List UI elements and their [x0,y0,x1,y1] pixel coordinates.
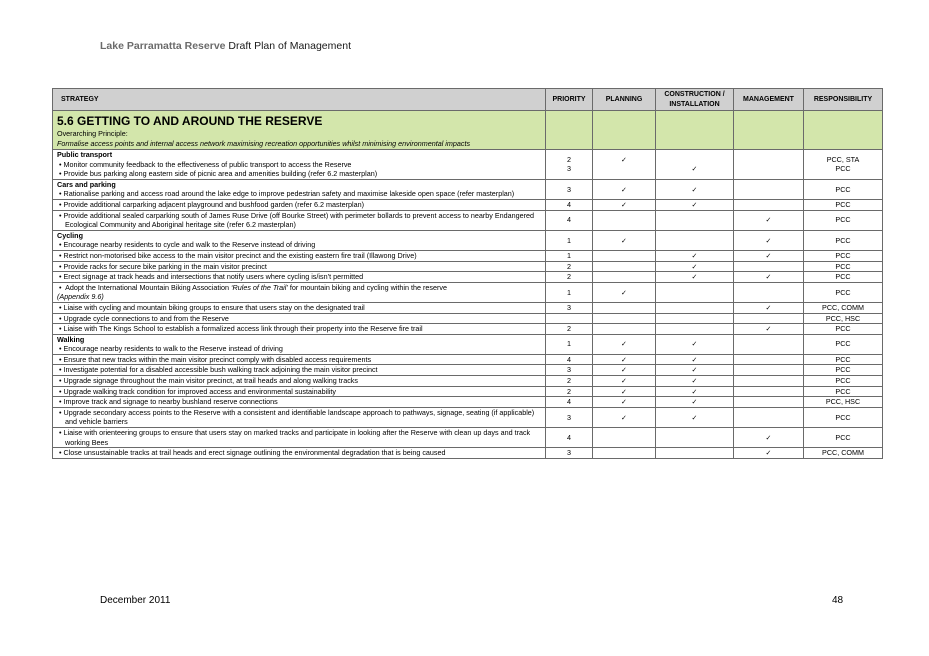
strategy-text: • Encourage nearby residents to cycle and walk to the Reserve instead of driving [57,240,541,250]
table-row [53,313,883,324]
strategy-text [57,283,541,293]
planning-check-icon [593,448,656,459]
appendix-ref: (Appendix 9.6) [57,292,104,302]
management-check-icon [734,354,804,365]
construction-check-icon: ✓ [656,261,734,272]
table-row [53,272,883,283]
col-construction: CONSTRUCTION / INSTALLATION [656,89,734,111]
table-row [53,302,883,313]
table-row [53,150,883,180]
responsibility-value: PCC [804,210,883,230]
management-check-icon [734,261,804,272]
strategy-text: • Upgrade cycle connections to and from the Reserve [57,314,541,324]
table-row [53,448,883,459]
group-title: Cars and parking [57,179,116,189]
planning-check-icon: ✓ [593,354,656,365]
strategy-text: • Provide additional carparking adjacent playground and bushfood garden (refer 6.2 masterplan) [57,200,541,210]
strategy-text: • Upgrade secondary access points to the Reserve with a consistent and identifiable landscape approach to pathways, signage, seating (if applicable) and vehicle barriers [57,408,541,427]
responsibility-value: PCC, COMM [804,302,883,313]
construction-check-icon: ✓ [656,386,734,397]
priority-value: 2 [546,261,593,272]
responsibility-value: PCC [804,179,883,199]
strategy-text: • Restrict non-motorised bike access to the main visitor precinct and the existing eastern fire trail (Illawong Drive) [57,251,541,261]
planning-check-icon [593,302,656,313]
page-number: 48 [832,595,844,606]
construction-check-icon [656,313,734,324]
table-row [53,261,883,272]
priority-value: 3 [567,164,571,174]
responsibility-value: PCC [804,365,883,376]
strategy-text: • Investigate potential for a disabled accessible bush walking track adjoining the main visitor precinct [57,365,541,375]
priority-value: 1 [546,282,593,302]
priority-value: 1 [546,334,593,354]
construction-check-icon: ✓ [656,376,734,387]
section-title: 5.6 GETTING TO AND AROUND THE RESERVE [57,114,323,128]
priority-value: 3 [546,407,593,427]
table-row [53,376,883,387]
responsibility-value: PCC [804,407,883,427]
management-check-icon: ✓ [734,210,804,230]
col-planning: PLANNING [593,89,656,111]
group-title: Walking [57,334,85,344]
header-title-bold: Lake Parramatta Reserve [100,40,226,52]
construction-check-icon: ✓ [656,179,734,199]
planning-check-icon: ✓ [593,179,656,199]
responsibility-value: PCC [804,199,883,210]
responsibility-value: PCC [804,230,883,250]
table-row [53,334,883,354]
responsibility-value: PCC, STA [826,154,860,164]
planning-check-icon: ✓ [593,334,656,354]
table-row [53,397,883,408]
construction-check-icon: ✓ [656,354,734,365]
strategy-table [52,88,883,459]
construction-check-icon: ✓ [656,199,734,210]
responsibility-value: PCC, HSC [804,313,883,324]
strategy-text: • Liaise with The Kings School to establish a formalized access link through their property into the Reserve fire trail [57,324,541,334]
planning-check-icon: ✓ [593,365,656,376]
management-check-icon: ✓ [734,272,804,283]
col-management: MANAGEMENT [734,89,804,111]
construction-check-icon [656,448,734,459]
priority-value: 3 [546,365,593,376]
header-title-rest: Draft Plan of Management [225,40,351,52]
strategy-text: • Rationalise parking and access road around the lake edge to improve pedestrian safety and maximise lakeside open space (refer masterplan) [57,189,541,199]
strategy-text: • Monitor community feedback to the effectiveness of public transport to access the Reserve [57,160,541,170]
management-check-icon [734,282,804,302]
planning-check-icon: ✓ [593,397,656,408]
table-header-row [53,89,883,111]
col-strategy: STRATEGY [53,89,546,111]
priority-value: 3 [546,448,593,459]
strategy-text-part: Adopt the International Mountain Biking Association [63,282,231,292]
responsibility-value: PCC [804,354,883,365]
strategy-text: • Upgrade walking track condition for improved access and environmental sustainability [57,387,541,397]
document-header [100,40,351,52]
construction-check-icon: ✓ [656,272,734,283]
table-row [53,210,883,230]
table-row [53,199,883,210]
strategy-text: • Improve track and signage to nearby bushland reserve connections [57,397,541,407]
management-check-icon [734,199,804,210]
responsibility-value: PCC [804,282,883,302]
table-row [53,230,883,250]
principle-text: Formalise access points and internal access network maximising recreation opportunities whilst minimising environmental impacts [57,138,471,148]
strategy-text: • Erect signage at track heads and intersections that notify users where cycling is/isn’t permitted [57,272,541,282]
planning-check-icon [593,324,656,335]
table-row [53,354,883,365]
priority-value: 4 [546,210,593,230]
priority-value: 1 [546,250,593,261]
responsibility-value: PCC [804,261,883,272]
management-check-icon: ✓ [734,230,804,250]
responsibility-value: PCC [804,428,883,448]
footer-date: December 2011 [100,595,171,606]
management-check-icon [734,179,804,199]
responsibility-value: PCC [804,334,883,354]
planning-check-icon: ✓ [593,230,656,250]
responsibility-value: PCC [804,272,883,283]
table-row [53,250,883,261]
planning-check-icon [593,313,656,324]
management-check-icon [734,397,804,408]
planning-check-icon: ✓ [593,407,656,427]
strategy-text-part: for mountain biking and cycling within the reserve [287,282,447,292]
construction-check-icon [656,210,734,230]
construction-check-icon: ✓ [656,334,734,354]
table-row [53,282,883,302]
planning-check-icon: ✓ [593,282,656,302]
construction-check-icon [656,302,734,313]
planning-check-icon: ✓ [593,386,656,397]
management-check-icon [734,376,804,387]
construction-check-icon [656,282,734,302]
management-check-icon [734,334,804,354]
planning-check-icon [593,261,656,272]
construction-check-icon [656,324,734,335]
responsibility-value: PCC [804,324,883,335]
planning-check-icon: ✓ [593,199,656,210]
col-priority: PRIORITY [546,89,593,111]
section-cell [53,111,546,150]
strategy-text-italic: ‘Rules of the Trail’ [230,282,288,292]
strategy-text: • Liaise with cycling and mountain biking groups to ensure that users stay on the designated trail [57,303,541,313]
priority-value: 2 [546,386,593,397]
table-row [53,407,883,427]
responsibility-value: PCC, COMM [804,448,883,459]
planning-check-icon: ✓ [620,154,628,164]
table-row [53,179,883,199]
priority-value [546,313,593,324]
table-row [53,324,883,335]
principle-label: Overarching Principle: [57,129,128,138]
priority-value: 2 [567,154,571,164]
management-check-icon: ✓ [734,428,804,448]
priority-value: 2 [546,272,593,283]
responsibility-value: PCC [804,250,883,261]
priority-value: 4 [546,397,593,408]
priority-value: 3 [546,302,593,313]
management-check-icon: ✓ [734,448,804,459]
management-check-icon [734,407,804,427]
strategy-text: • Close unsustainable tracks at trail heads and erect signage outlining the environmental degradation that is being caused [57,448,541,458]
table-row [53,365,883,376]
responsibility-value: PCC [835,164,851,174]
priority-value: 4 [546,428,593,448]
strategy-text: • Upgrade signage throughout the main visitor precinct, at trail heads and along walking tracks [57,376,541,386]
priority-value: 4 [546,354,593,365]
group-title: Public transport [57,150,113,159]
construction-check-icon: ✓ [691,164,698,174]
table-row [53,428,883,448]
strategy-text: • Provide bus parking along eastern side of picnic area and amenities building (refer 6.2 masterplan) [57,169,541,179]
strategy-text: • Ensure that new tracks within the main visitor precinct comply with disabled access requirements [57,355,541,365]
strategy-text: • Provide racks for secure bike parking in the main visitor precinct [57,262,541,272]
management-check-icon [734,386,804,397]
management-check-icon [734,313,804,324]
strategy-text: • Liaise with orienteering groups to ensure that users stay on marked tracks and participate in looking after the Reserve with clean up days and track working Bees [57,428,541,447]
strategy-text: • Provide additional sealed carparking south of James Ruse Drive (off Bourke Street) with perimeter bollards to prevent access to nearby Endangered Ecological Community and Aboriginal heritage site (refer 6.2 masterplan) [57,211,541,230]
management-check-icon: ✓ [734,302,804,313]
group-title: Cycling [57,230,83,240]
col-responsibility: RESPONSIBILITY [804,89,883,111]
responsibility-value: PCC [804,376,883,387]
construction-check-icon: ✓ [656,397,734,408]
responsibility-value: PCC [804,386,883,397]
construction-check-icon: ✓ [656,250,734,261]
planning-check-icon [597,164,651,174]
priority-value: 4 [546,199,593,210]
priority-value: 1 [546,230,593,250]
responsibility-value: PCC, HSC [804,397,883,408]
planning-check-icon [593,428,656,448]
construction-check-icon [656,428,734,448]
management-check-icon [734,365,804,376]
planning-check-icon: ✓ [593,376,656,387]
section-row [53,111,883,150]
priority-value: 3 [546,179,593,199]
priority-value: 2 [546,324,593,335]
planning-check-icon [593,272,656,283]
table-row [53,386,883,397]
planning-check-icon [593,210,656,230]
planning-check-icon [593,250,656,261]
construction-check-icon: ✓ [656,365,734,376]
construction-check-icon [656,230,734,250]
priority-value: 2 [546,376,593,387]
construction-check-icon [660,155,729,165]
management-check-icon: ✓ [734,250,804,261]
management-check-icon: ✓ [734,324,804,335]
construction-check-icon: ✓ [656,407,734,427]
strategy-text: • Encourage nearby residents to walk to the Reserve instead of driving [57,344,541,354]
